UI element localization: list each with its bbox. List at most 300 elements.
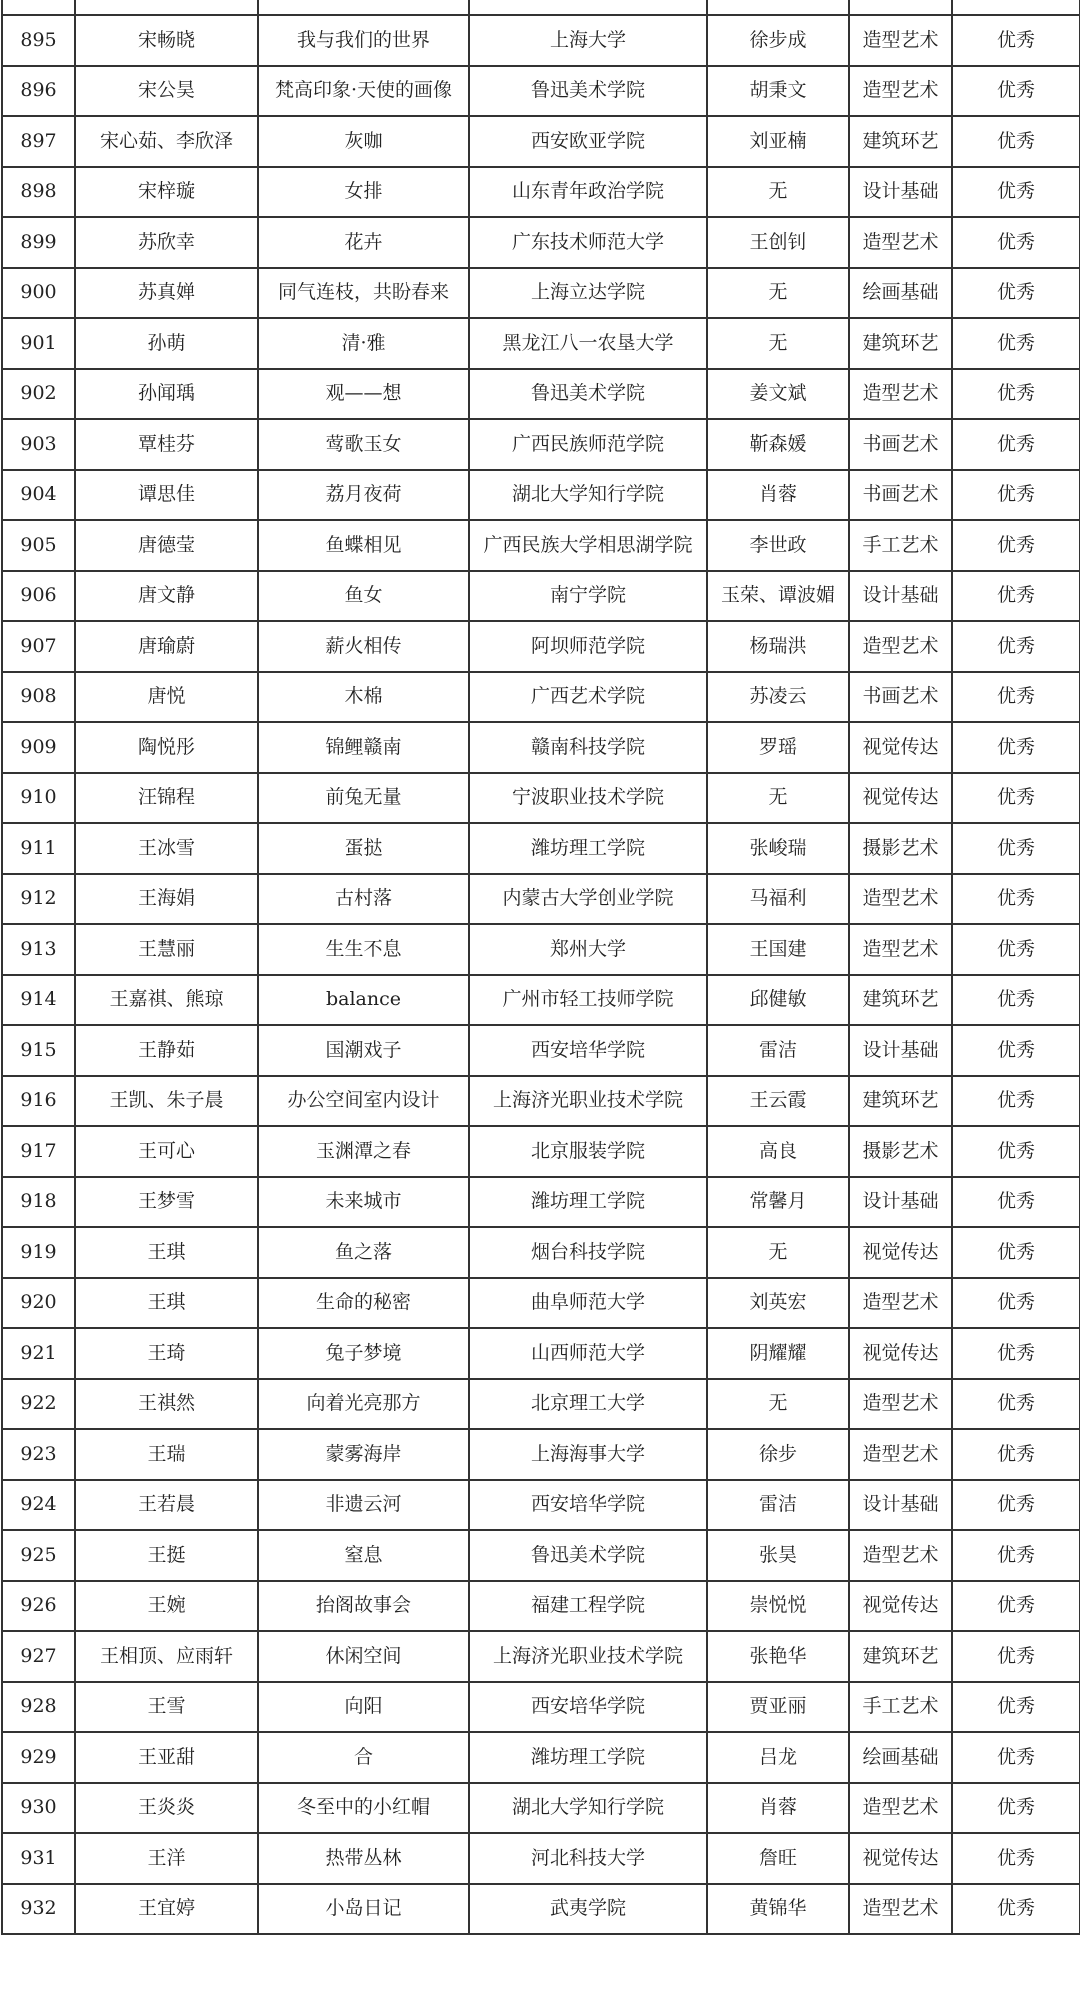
cell-number: 915: [2, 1025, 75, 1076]
cell-number: 918: [2, 1177, 75, 1228]
table-row: [2, 975, 1080, 1026]
cell-author: 王琪: [75, 1278, 258, 1329]
cell-category: 设计基础: [849, 1480, 952, 1531]
cell-advisor: 刘英宏: [707, 1278, 849, 1329]
cell-number: 896: [2, 66, 75, 117]
cell-work-title: 鱼之落: [258, 1227, 469, 1278]
cell-work-title: 热带丛林: [258, 1833, 469, 1884]
cell-author: 唐悦: [75, 672, 258, 723]
cell-award: 优秀: [952, 1480, 1080, 1531]
cell-advisor: 王云霞: [707, 1076, 849, 1127]
cell-work-title: 莺歌玉女: [258, 419, 469, 470]
cell-school: 北京服装学院: [469, 1126, 707, 1177]
cell-number: 916: [2, 1076, 75, 1127]
cell-advisor: 罗瑶: [707, 722, 849, 773]
cell-number: 920: [2, 1278, 75, 1329]
cell-work-title: 休闲空间: [258, 1631, 469, 1682]
cell-category: 造型艺术: [849, 1884, 952, 1935]
cell-award: 优秀: [952, 1631, 1080, 1682]
cell-advisor: 无: [707, 1227, 849, 1278]
cell-school: 潍坊理工学院: [469, 1177, 707, 1228]
cell-school: 鲁迅美术学院: [469, 1530, 707, 1581]
cell-author: 王祺然: [75, 1379, 258, 1430]
cell-author: 唐瑜蔚: [75, 621, 258, 672]
cell-school: 山西师范大学: [469, 1328, 707, 1379]
cell-award: 优秀: [952, 672, 1080, 723]
cell-school: 广西艺术学院: [469, 672, 707, 723]
cell-advisor: 苏凌云: [707, 672, 849, 723]
cell-author: 王挺: [75, 1530, 258, 1581]
cell-advisor: 徐步成: [707, 15, 849, 66]
cell-advisor: 胡秉文: [707, 66, 849, 117]
cell-category: 设计基础: [849, 167, 952, 218]
table-row: [2, 318, 1080, 369]
cell-school: 阿坝师范学院: [469, 621, 707, 672]
cell-advisor: 无: [707, 167, 849, 218]
cell-school: 西安培华学院: [469, 1025, 707, 1076]
cell-advisor: 玉荣、谭波媚: [707, 571, 849, 622]
cell-number: 902: [2, 369, 75, 420]
cell-work-title: 同气连枝，共盼春来: [258, 268, 469, 319]
cell-author: 王婉: [75, 1581, 258, 1632]
cell-award: 优秀: [952, 1682, 1080, 1733]
cell-advisor: 杨瑞洪: [707, 621, 849, 672]
cell-school: 上海大学: [469, 15, 707, 66]
cell-category: 造型艺术: [849, 1429, 952, 1480]
cell-author: 唐德莹: [75, 520, 258, 571]
cell-advisor: 马福利: [707, 874, 849, 925]
cell-advisor: 黄锦华: [707, 1884, 849, 1935]
cell-author: 王宜婷: [75, 1884, 258, 1935]
cell-author: 王嘉祺、熊琼: [75, 975, 258, 1026]
cell-award: 优秀: [952, 1833, 1080, 1884]
cell-work-title: 清·雅: [258, 318, 469, 369]
cell-award: 优秀: [952, 66, 1080, 117]
cell-school: 上海立达学院: [469, 268, 707, 319]
table-row: [2, 470, 1080, 521]
table-row: [2, 1530, 1080, 1581]
table-row: [2, 1076, 1080, 1127]
cell-school: 内蒙古大学创业学院: [469, 874, 707, 925]
cell-award: 优秀: [952, 773, 1080, 824]
cell-category: 建筑环艺: [849, 975, 952, 1026]
cell-author: 王琦: [75, 1328, 258, 1379]
table-row: [2, 1480, 1080, 1531]
cell-number: 923: [2, 1429, 75, 1480]
cell-award: 优秀: [952, 823, 1080, 874]
cell-advisor: 雷洁: [707, 1025, 849, 1076]
cell-award: 优秀: [952, 1227, 1080, 1278]
cell-author: 王雪: [75, 1682, 258, 1733]
cell-author: 王静茹: [75, 1025, 258, 1076]
cell-category: 造型艺术: [849, 924, 952, 975]
cell-school: [469, 0, 707, 15]
cell-advisor: 吕龙: [707, 1732, 849, 1783]
cell-school: 曲阜师范大学: [469, 1278, 707, 1329]
cell-award: 优秀: [952, 1530, 1080, 1581]
cell-author: 王梦雪: [75, 1177, 258, 1228]
cell-number: 922: [2, 1379, 75, 1430]
cell-author: 陶悦彤: [75, 722, 258, 773]
cell-school: 黑龙江八一农垦大学: [469, 318, 707, 369]
cell-work-title: 荔月夜荷: [258, 470, 469, 521]
cell-work-title: 向阳: [258, 1682, 469, 1733]
cell-category: 造型艺术: [849, 15, 952, 66]
cell-award: 优秀: [952, 1783, 1080, 1834]
cell-number: 917: [2, 1126, 75, 1177]
cell-number: 928: [2, 1682, 75, 1733]
cell-advisor: 贾亚丽: [707, 1682, 849, 1733]
cell-work-title: 玉渊潭之春: [258, 1126, 469, 1177]
table-row: [2, 1278, 1080, 1329]
cell-advisor: 雷洁: [707, 1480, 849, 1531]
cell-advisor: 无: [707, 1379, 849, 1430]
cell-category: 书画艺术: [849, 470, 952, 521]
table-row: [2, 1732, 1080, 1783]
table-row: [2, 1581, 1080, 1632]
cell-advisor: 王创钊: [707, 217, 849, 268]
cell-work-title: 合: [258, 1732, 469, 1783]
cell-school: 宁波职业技术学院: [469, 773, 707, 824]
cell-advisor: 肖蓉: [707, 470, 849, 521]
table-row: [2, 268, 1080, 319]
cell-number: 926: [2, 1581, 75, 1632]
cell-school: 广州市轻工技师学院: [469, 975, 707, 1026]
cell-award: [952, 0, 1080, 15]
cell-category: 造型艺术: [849, 1379, 952, 1430]
table-row: [2, 1328, 1080, 1379]
cell-number: 895: [2, 15, 75, 66]
cell-category: 设计基础: [849, 571, 952, 622]
cell-category: 建筑环艺: [849, 318, 952, 369]
cell-school: 上海海事大学: [469, 1429, 707, 1480]
cell-author: 孙萌: [75, 318, 258, 369]
cell-advisor: 高良: [707, 1126, 849, 1177]
cell-work-title: 女排: [258, 167, 469, 218]
cell-author: 覃桂芬: [75, 419, 258, 470]
cell-advisor: 李世政: [707, 520, 849, 571]
cell-number: 908: [2, 672, 75, 723]
cell-number: 925: [2, 1530, 75, 1581]
cell-author: 谭思佳: [75, 470, 258, 521]
cell-author: 宋心茹、李欣泽: [75, 116, 258, 167]
table-row: [2, 823, 1080, 874]
cell-number: 930: [2, 1783, 75, 1834]
cell-author: [75, 0, 258, 15]
cell-award: 优秀: [952, 924, 1080, 975]
cell-author: 王可心: [75, 1126, 258, 1177]
cell-work-title: 国潮戏子: [258, 1025, 469, 1076]
table-row: [2, 672, 1080, 723]
cell-award: 优秀: [952, 621, 1080, 672]
cell-advisor: 张昊: [707, 1530, 849, 1581]
cell-work-title: 生生不息: [258, 924, 469, 975]
cell-award: 优秀: [952, 318, 1080, 369]
cell-category: 设计基础: [849, 1177, 952, 1228]
cell-school: 上海济光职业技术学院: [469, 1076, 707, 1127]
cell-award: 优秀: [952, 571, 1080, 622]
table-row: [2, 621, 1080, 672]
cell-advisor: 詹旺: [707, 1833, 849, 1884]
table-row: [2, 419, 1080, 470]
cell-category: 绘画基础: [849, 268, 952, 319]
cell-award: 优秀: [952, 1581, 1080, 1632]
cell-number: 901: [2, 318, 75, 369]
cell-award: 优秀: [952, 167, 1080, 218]
table-row: [2, 1126, 1080, 1177]
cell-work-title: 办公空间室内设计: [258, 1076, 469, 1127]
cell-award: 优秀: [952, 520, 1080, 571]
cell-number: 931: [2, 1833, 75, 1884]
cell-author: 唐文静: [75, 571, 258, 622]
cell-category: 造型艺术: [849, 1278, 952, 1329]
cell-award: 优秀: [952, 874, 1080, 925]
cell-category: 建筑环艺: [849, 1076, 952, 1127]
cell-award: 优秀: [952, 1379, 1080, 1430]
table-row: [2, 1429, 1080, 1480]
cell-number: 927: [2, 1631, 75, 1682]
cell-author: 宋公昊: [75, 66, 258, 117]
table-row: [2, 874, 1080, 925]
cell-category: 造型艺术: [849, 1530, 952, 1581]
cell-number: 924: [2, 1480, 75, 1531]
cell-advisor: 刘亚楠: [707, 116, 849, 167]
cell-advisor: 常馨月: [707, 1177, 849, 1228]
cell-school: 潍坊理工学院: [469, 823, 707, 874]
table-row: [2, 1884, 1080, 1935]
table-row: [2, 520, 1080, 571]
cell-work-title: 未来城市: [258, 1177, 469, 1228]
cell-advisor: [707, 0, 849, 15]
results-table: [1, 0, 1080, 1935]
cell-work-title: 观——想: [258, 369, 469, 420]
cell-author: 王冰雪: [75, 823, 258, 874]
cell-category: 造型艺术: [849, 217, 952, 268]
cell-number: [2, 0, 75, 15]
cell-school: 烟台科技学院: [469, 1227, 707, 1278]
cell-award: 优秀: [952, 1884, 1080, 1935]
cell-category: 摄影艺术: [849, 823, 952, 874]
cell-author: 王炎炎: [75, 1783, 258, 1834]
table-row: [2, 369, 1080, 420]
cell-school: 广东技术师范大学: [469, 217, 707, 268]
results-table-body: [2, 0, 1080, 1934]
cell-school: 北京理工大学: [469, 1379, 707, 1430]
cell-school: 西安欧亚学院: [469, 116, 707, 167]
cell-award: 优秀: [952, 116, 1080, 167]
cell-work-title: 我与我们的世界: [258, 15, 469, 66]
table-row: [2, 1783, 1080, 1834]
cell-author: 王亚甜: [75, 1732, 258, 1783]
cell-work-title: 冬至中的小红帽: [258, 1783, 469, 1834]
cell-author: 孙闻瑀: [75, 369, 258, 420]
cell-work-title: 鱼女: [258, 571, 469, 622]
cell-advisor: 崇悦悦: [707, 1581, 849, 1632]
cell-award: 优秀: [952, 369, 1080, 420]
table-row-partial-top: [2, 0, 1080, 15]
cell-school: 湖北大学知行学院: [469, 470, 707, 521]
cell-school: 鲁迅美术学院: [469, 66, 707, 117]
cell-award: 优秀: [952, 1025, 1080, 1076]
cell-school: 上海济光职业技术学院: [469, 1631, 707, 1682]
cell-school: 赣南科技学院: [469, 722, 707, 773]
cell-category: 手工艺术: [849, 520, 952, 571]
cell-category: 视觉传达: [849, 1227, 952, 1278]
cell-work-title: 抬阁故事会: [258, 1581, 469, 1632]
cell-number: 913: [2, 924, 75, 975]
cell-work-title: 鱼蝶相见: [258, 520, 469, 571]
table-row: [2, 1631, 1080, 1682]
table-row: [2, 924, 1080, 975]
cell-school: 西安培华学院: [469, 1480, 707, 1531]
table-row: [2, 15, 1080, 66]
cell-number: 898: [2, 167, 75, 218]
cell-author: 王洋: [75, 1833, 258, 1884]
cell-work-title: 花卉: [258, 217, 469, 268]
cell-work-title: 锦鲤赣南: [258, 722, 469, 773]
cell-school: 南宁学院: [469, 571, 707, 622]
cell-category: 建筑环艺: [849, 116, 952, 167]
cell-author: 王慧丽: [75, 924, 258, 975]
cell-award: 优秀: [952, 1732, 1080, 1783]
cell-award: 优秀: [952, 722, 1080, 773]
cell-award: 优秀: [952, 975, 1080, 1026]
cell-author: 苏欣幸: [75, 217, 258, 268]
cell-school: 河北科技大学: [469, 1833, 707, 1884]
cell-author: 王凯、朱子晨: [75, 1076, 258, 1127]
cell-award: 优秀: [952, 1429, 1080, 1480]
cell-work-title: 梵高印象·天使的画像: [258, 66, 469, 117]
table-row: [2, 167, 1080, 218]
cell-award: 优秀: [952, 268, 1080, 319]
cell-category: 书画艺术: [849, 419, 952, 470]
cell-number: 897: [2, 116, 75, 167]
table-row: [2, 1833, 1080, 1884]
cell-number: 929: [2, 1732, 75, 1783]
cell-category: 造型艺术: [849, 66, 952, 117]
cell-number: 905: [2, 520, 75, 571]
cell-award: 优秀: [952, 1126, 1080, 1177]
cell-school: 武夷学院: [469, 1884, 707, 1935]
cell-category: 设计基础: [849, 1025, 952, 1076]
cell-award: 优秀: [952, 1278, 1080, 1329]
cell-number: 912: [2, 874, 75, 925]
cell-advisor: 肖蓉: [707, 1783, 849, 1834]
cell-category: 绘画基础: [849, 1732, 952, 1783]
cell-school: 山东青年政治学院: [469, 167, 707, 218]
table-row: [2, 66, 1080, 117]
cell-category: 造型艺术: [849, 621, 952, 672]
cell-school: 湖北大学知行学院: [469, 1783, 707, 1834]
cell-category: [849, 0, 952, 15]
cell-work-title: 向着光亮那方: [258, 1379, 469, 1430]
cell-number: 919: [2, 1227, 75, 1278]
cell-author: 王海娟: [75, 874, 258, 925]
table-row: [2, 773, 1080, 824]
cell-category: 造型艺术: [849, 874, 952, 925]
cell-number: 900: [2, 268, 75, 319]
cell-category: 摄影艺术: [849, 1126, 952, 1177]
table-row: [2, 1177, 1080, 1228]
cell-school: 广西民族大学相思湖学院: [469, 520, 707, 571]
table-row: [2, 1025, 1080, 1076]
cell-work-title: 兔子梦境: [258, 1328, 469, 1379]
cell-number: 910: [2, 773, 75, 824]
cell-category: 视觉传达: [849, 773, 952, 824]
table-row: [2, 1379, 1080, 1430]
cell-advisor: 张峻瑞: [707, 823, 849, 874]
cell-school: 郑州大学: [469, 924, 707, 975]
cell-school: 鲁迅美术学院: [469, 369, 707, 420]
cell-school: 广西民族师范学院: [469, 419, 707, 470]
cell-category: 造型艺术: [849, 369, 952, 420]
cell-award: 优秀: [952, 1076, 1080, 1127]
cell-category: 视觉传达: [849, 1581, 952, 1632]
table-row: [2, 1682, 1080, 1733]
cell-advisor: 姜文斌: [707, 369, 849, 420]
cell-advisor: 无: [707, 318, 849, 369]
cell-author: 苏真婵: [75, 268, 258, 319]
cell-number: 904: [2, 470, 75, 521]
table-row: [2, 217, 1080, 268]
cell-award: 优秀: [952, 419, 1080, 470]
cell-work-title: 小岛日记: [258, 1884, 469, 1935]
table-row: [2, 722, 1080, 773]
cell-category: 造型艺术: [849, 1783, 952, 1834]
cell-author: 王瑞: [75, 1429, 258, 1480]
cell-advisor: 王国建: [707, 924, 849, 975]
cell-number: 907: [2, 621, 75, 672]
cell-number: 932: [2, 1884, 75, 1935]
cell-number: 906: [2, 571, 75, 622]
cell-work-title: 蛋挞: [258, 823, 469, 874]
cell-author: 汪锦程: [75, 773, 258, 824]
cell-award: 优秀: [952, 1328, 1080, 1379]
cell-number: 914: [2, 975, 75, 1026]
cell-number: 899: [2, 217, 75, 268]
cell-category: 视觉传达: [849, 722, 952, 773]
cell-work-title: 灰咖: [258, 116, 469, 167]
cell-work-title: 窒息: [258, 1530, 469, 1581]
cell-advisor: 徐步: [707, 1429, 849, 1480]
cell-number: 911: [2, 823, 75, 874]
cell-work-title: 薪火相传: [258, 621, 469, 672]
cell-category: 书画艺术: [849, 672, 952, 723]
cell-award: 优秀: [952, 15, 1080, 66]
cell-author: 王若晨: [75, 1480, 258, 1531]
cell-work-title: balance: [258, 975, 469, 1026]
table-row: [2, 116, 1080, 167]
cell-school: 西安培华学院: [469, 1682, 707, 1733]
cell-number: 921: [2, 1328, 75, 1379]
cell-award: 优秀: [952, 1177, 1080, 1228]
cell-school: 潍坊理工学院: [469, 1732, 707, 1783]
cell-number: 903: [2, 419, 75, 470]
cell-advisor: 阴耀耀: [707, 1328, 849, 1379]
cell-author: 王琪: [75, 1227, 258, 1278]
cell-work-title: 前兔无量: [258, 773, 469, 824]
cell-work-title: 蒙雾海岸: [258, 1429, 469, 1480]
cell-work-title: 木棉: [258, 672, 469, 723]
cell-advisor: 无: [707, 773, 849, 824]
cell-category: 手工艺术: [849, 1682, 952, 1733]
cell-author: 宋梓璇: [75, 167, 258, 218]
cell-advisor: 靳森媛: [707, 419, 849, 470]
cell-work-title: 生命的秘密: [258, 1278, 469, 1329]
cell-advisor: 邱健敏: [707, 975, 849, 1026]
cell-school: 福建工程学院: [469, 1581, 707, 1632]
cell-category: 视觉传达: [849, 1328, 952, 1379]
